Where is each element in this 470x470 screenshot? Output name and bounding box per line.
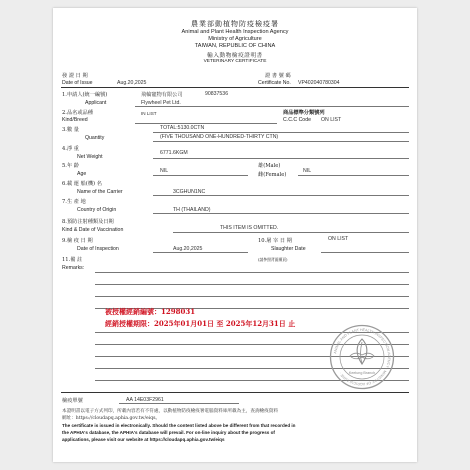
slaughter-value: ON LIST xyxy=(328,236,349,242)
row-rule xyxy=(153,252,248,253)
footer-note-en-3: applications, please visit our website at https://cloudapq.aphia.gov.tw/eiqs xyxy=(62,437,225,442)
sex-label-female: 雌(Female) xyxy=(258,172,287,178)
remarks-line xyxy=(95,272,409,273)
ccc-label-zh: 商品標準分類號列 xyxy=(283,110,325,116)
carrier-value: 3CGHUN1NC xyxy=(173,189,206,195)
remarks-label-zh: 11.備 註 xyxy=(62,257,83,263)
inspection-value: Aug.20,2025 xyxy=(173,246,203,252)
inspection-label-en: Date of Inspection xyxy=(77,246,119,252)
header-rule xyxy=(61,87,409,88)
kind-label-en: Kind/Breed xyxy=(62,117,88,123)
footer-note-zh-2: 網址：https://cloudapq.aphia.gov.tw/eiqs。 xyxy=(62,416,161,421)
ccc-value: ON LIST xyxy=(321,117,342,123)
origin-label-en: Country of Origin xyxy=(77,207,117,213)
footer-note-en-1: The certificate is issued in electronically. Should the content listed above be different from that recorded in xyxy=(62,423,296,428)
certificate-no-label-zh: 證 書 號 碼 xyxy=(265,73,291,79)
quantity-words: (FIVE THOUSAND ONE-HUNDRED-THIRTY CTN) xyxy=(160,134,279,140)
row-rule xyxy=(135,106,409,107)
checker-value: AA 14E03F2961 xyxy=(126,397,164,403)
vaccination-value: THIS ITEM IS OMITTED. xyxy=(220,225,279,231)
origin-label-zh: 7.生 產 地 xyxy=(62,199,86,205)
svg-text:ANIMAL AND PLANT HEALTH INSPEC: ANIMAL AND PLANT HEALTH INSPECTION AGENCY · MINISTRY OF AGRICULTURE · xyxy=(333,327,392,387)
issue-date-label-zh: 發 證 日 期 xyxy=(62,73,88,79)
applicant-id: 90837536 xyxy=(205,91,229,97)
weight-label-zh: 4.淨 重 xyxy=(62,146,79,152)
footer-note-en-2: the APHIA's database, the APHIA's database will prevail. For on-line inquiry about the progress of xyxy=(62,430,275,435)
authorization-period: 經銷授權期限：2025年01月01日 至 2025年12月31日 止 xyxy=(105,319,296,328)
quantity-label-zh: 3.數 量 xyxy=(62,127,79,133)
quantity-label-en: Quantity xyxy=(85,135,105,141)
ccc-label-en: C.C.C Code xyxy=(283,117,311,123)
seal-branch: Keelung Branch xyxy=(348,371,376,375)
row-rule xyxy=(135,123,277,124)
row-rule xyxy=(173,232,409,233)
agency-name-zh: 農業部動植物防疫檢疫署 xyxy=(191,20,279,28)
row-rule xyxy=(153,213,409,214)
slaughter-label-zh: 10.屠 宰 日 期 xyxy=(258,238,292,244)
origin-value: TH (THAILAND) xyxy=(173,207,211,213)
row-rule xyxy=(153,175,248,176)
footer-note-zh-1: 本證明書以電子方式列印，所載內容若有不符處，以動植物防疫檢疫署電腦資料庫所載為主，查詢檢疫資料 xyxy=(62,409,278,414)
applicant-label-en: Applicant xyxy=(85,100,107,106)
ministry-name: Ministry of Agriculture xyxy=(208,36,262,42)
certificate-title-zh: 輸入動物檢疫證明書 xyxy=(207,53,263,59)
certificate-page xyxy=(53,8,417,462)
row-rule xyxy=(153,195,409,196)
certificate-no-label-en: Certificate No. xyxy=(258,80,291,86)
remarks-label-en: Remarks: xyxy=(62,265,85,271)
slaughter-label-en: Slaughter Date xyxy=(271,246,306,252)
carrier-label-zh: 6.載 運 船(機) 名 xyxy=(62,181,102,187)
row-rule xyxy=(153,132,409,133)
checker-line xyxy=(119,403,239,404)
age-label-en: Age xyxy=(77,171,87,177)
kind-label-zh: 2.品名或品種 xyxy=(62,110,93,116)
footer-rule xyxy=(61,392,409,393)
sex-value: NIL xyxy=(303,168,312,174)
remarks-line xyxy=(95,284,409,285)
issue-date-label-en: Date of Issue xyxy=(62,80,93,86)
country-name: TAIWAN, REPUBLIC OF CHINA xyxy=(194,43,276,49)
checker-label: 檢疫單號 xyxy=(62,398,83,404)
official-seal xyxy=(329,324,395,390)
row-rule xyxy=(321,252,409,253)
weight-label-en: Net Weight xyxy=(77,154,103,160)
age-value: NIL xyxy=(160,168,169,174)
row-rule xyxy=(153,158,409,159)
weight-value: 6771.6KGM xyxy=(160,150,188,156)
age-label-zh: 5.年 齡 xyxy=(62,163,79,169)
kind-value: IN LIST xyxy=(141,111,157,116)
applicant-name-zh: 飛輪寵物有限公司 xyxy=(141,92,183,98)
remarks-line xyxy=(95,296,409,297)
agency-name-en: Animal and Plant Health Inspection Agency xyxy=(181,29,289,35)
inspection-label-zh: 9.檢 疫 日 期 xyxy=(62,238,93,244)
issue-date-value: Aug.20,2025 xyxy=(117,80,147,86)
authorization-number: 被授權經銷編號：1298031 xyxy=(105,307,196,316)
vaccination-label-en: Kind & Date of Vaccination xyxy=(62,227,124,233)
remarks-note: (請參照背面續頁) xyxy=(258,257,288,262)
certificate-no-value: VP402040780304 xyxy=(298,80,340,86)
row-rule xyxy=(298,175,409,176)
row-rule xyxy=(153,141,409,142)
quantity-total: TOTAL:5130.0CTN xyxy=(160,125,205,131)
carrier-label-en: Name of the Carrier xyxy=(77,189,123,195)
vaccination-label-zh: 8.預防注射種類及日期 xyxy=(62,219,114,225)
applicant-label-zh: 1.申請人(統一編號) xyxy=(62,92,108,98)
applicant-value: Flywheel Pet Ltd. xyxy=(141,100,181,106)
sex-label-male: 雄(Male) xyxy=(258,163,281,169)
certificate-title-en: VETERINARY CERTIFICATE xyxy=(203,59,267,64)
